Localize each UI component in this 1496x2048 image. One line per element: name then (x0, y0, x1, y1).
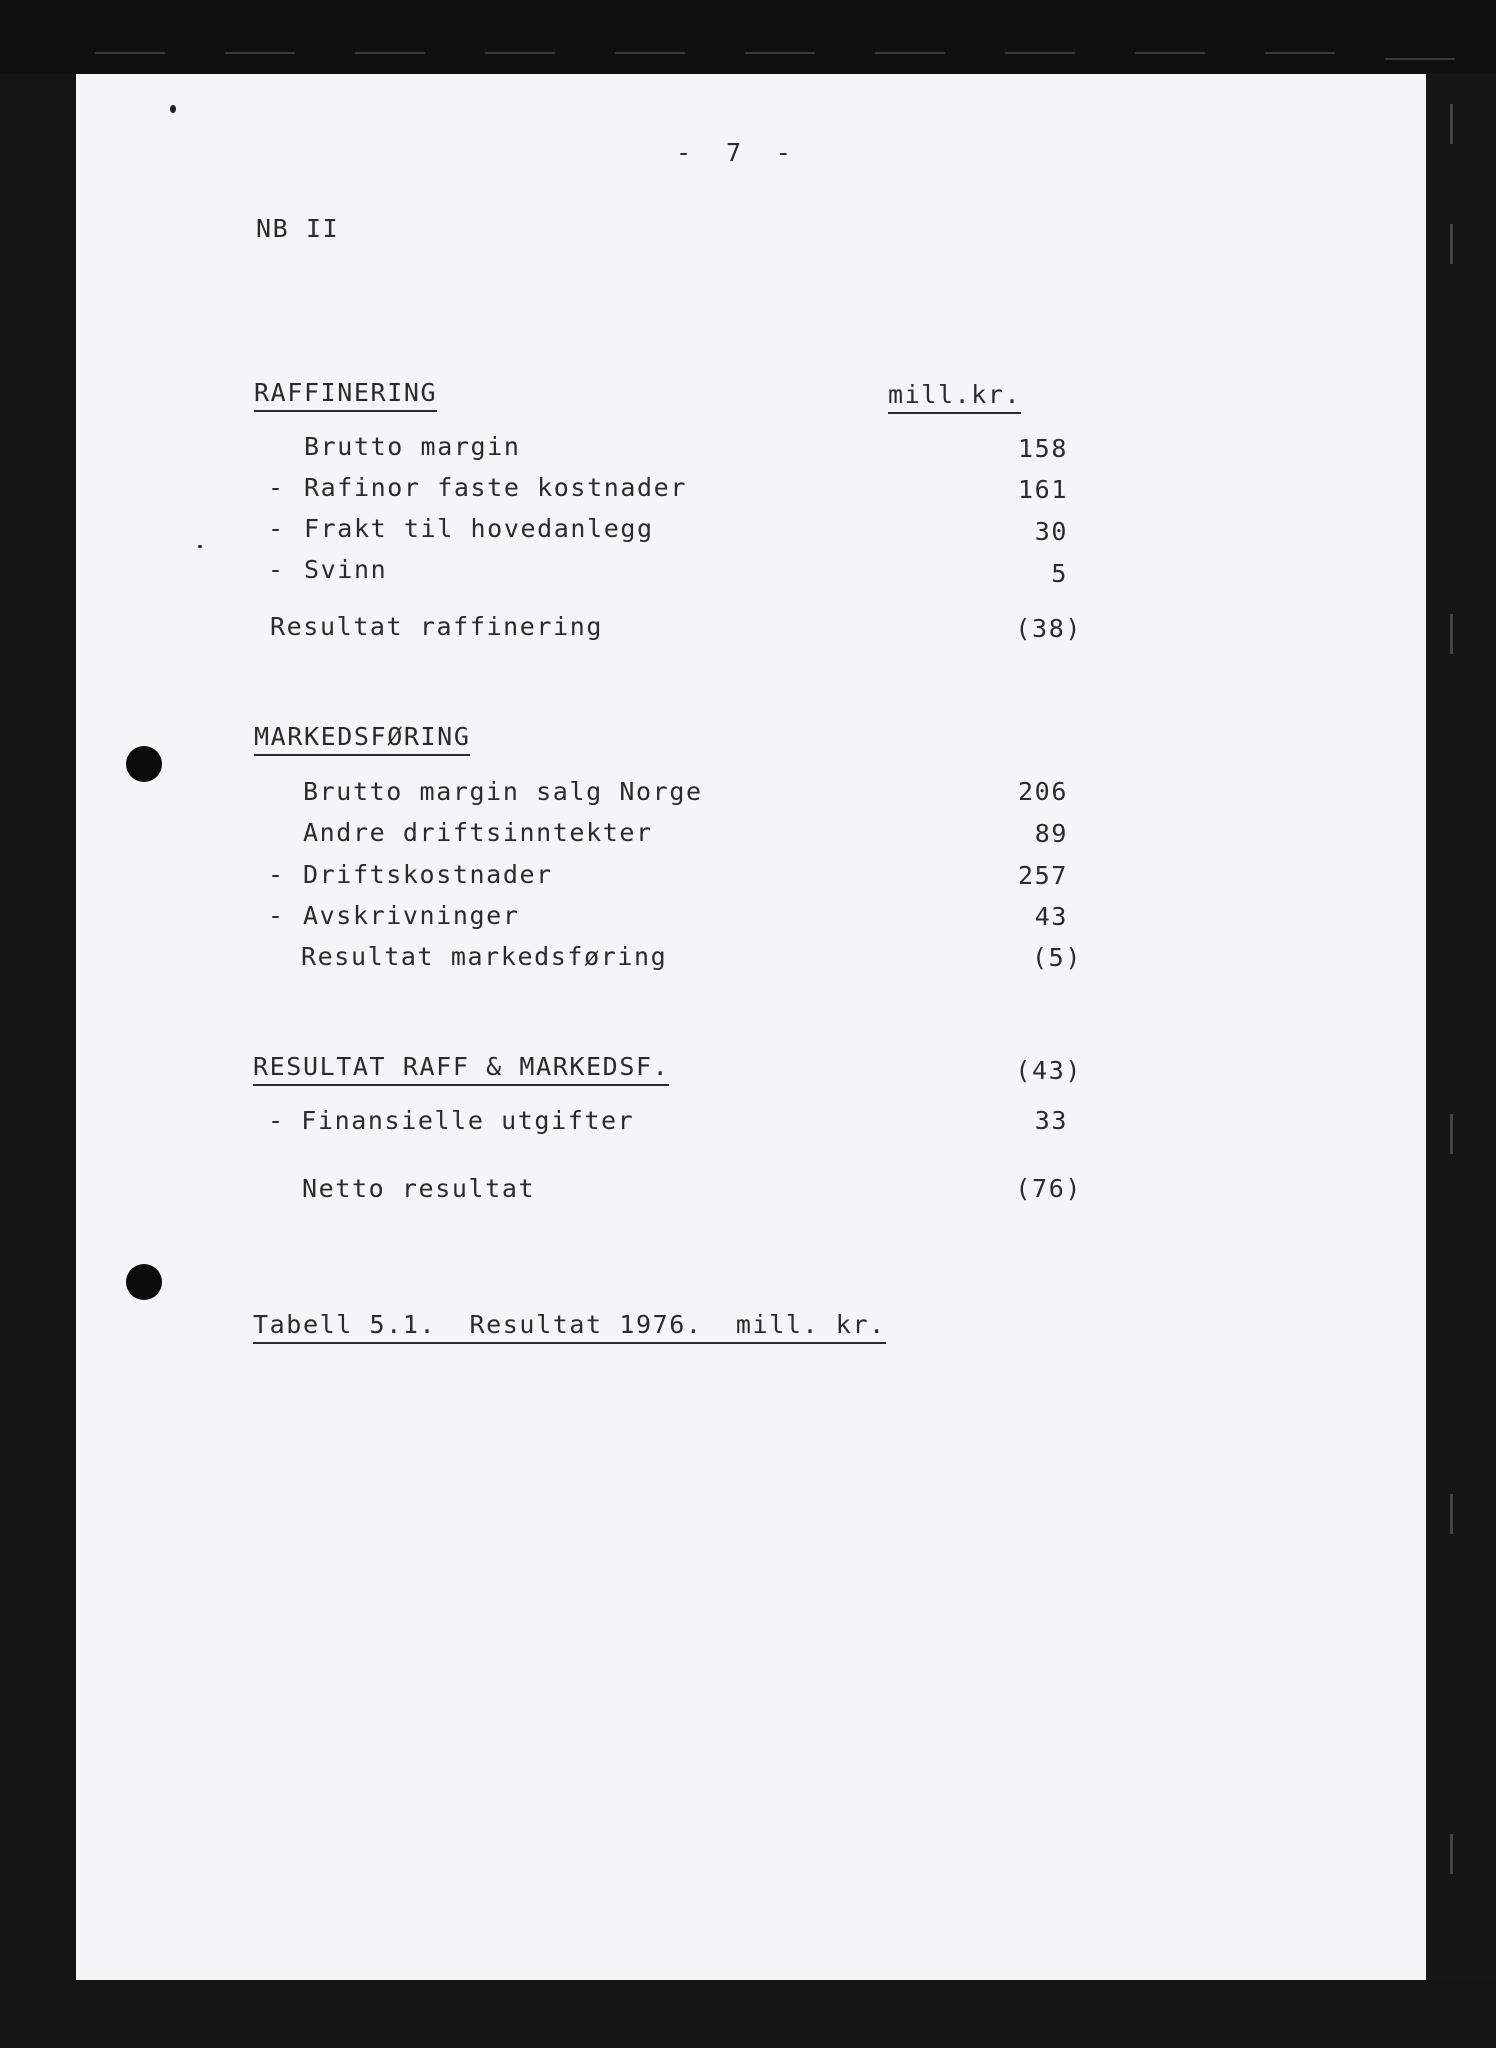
section-heading-combined: RESULTAT RAFF & MARKEDSF. (253, 1052, 669, 1086)
row-prefix: - (268, 555, 302, 584)
ink-speck (170, 105, 176, 113)
scan-mark (1135, 52, 1205, 54)
section-heading-raffinering: RAFFINERING (254, 378, 437, 412)
scan-mark (225, 52, 295, 54)
scan-mark (1265, 52, 1335, 54)
scan-mark (745, 52, 815, 54)
finance-value: 33 (1034, 1106, 1068, 1135)
table-caption: Tabell 5.1. Resultat 1976. mill. kr. (253, 1310, 886, 1344)
row-label: Frakt til hovedanlegg (304, 514, 654, 543)
scan-border-right (1426, 74, 1496, 1980)
result-label: Resultat raffinering (270, 612, 604, 641)
row-prefix: - (268, 901, 302, 930)
edge-tick (1450, 1494, 1453, 1534)
edge-tick (1450, 1834, 1453, 1874)
punch-hole (126, 746, 162, 782)
row-value: 161 (1018, 475, 1068, 504)
document-page (76, 74, 1426, 1980)
scan-border-top (0, 0, 1496, 74)
row-value: 5 (1051, 559, 1068, 588)
row-label: Brutto margin (304, 432, 521, 461)
combined-value: (43) (1015, 1056, 1082, 1085)
result-value: (5) (1032, 943, 1082, 972)
row-label: Brutto margin salg Norge (303, 777, 703, 806)
ink-speck (198, 545, 202, 548)
net-value: (76) (1015, 1174, 1082, 1203)
scan-mark (615, 52, 685, 54)
row-label: Svinn (304, 555, 388, 584)
scan-mark (875, 52, 945, 54)
row-value: 206 (1018, 777, 1068, 806)
row-prefix (268, 777, 301, 807)
row-value: 158 (1018, 434, 1068, 463)
row-value: 30 (1034, 517, 1068, 546)
scan-mark (1385, 58, 1455, 60)
edge-tick (1450, 1114, 1453, 1154)
unit-header: mill.kr. (888, 380, 1021, 414)
edge-tick (1450, 614, 1453, 654)
finance-label: - Finansielle utgifter (268, 1106, 635, 1135)
row-label: Andre driftsinntekter (303, 818, 653, 847)
page-number: - 7 - (676, 138, 793, 167)
row-value: 89 (1034, 819, 1068, 848)
scan-mark (355, 52, 425, 54)
scan-mark (485, 52, 555, 54)
row-label: Rafinor faste kostnader (304, 473, 687, 502)
row-prefix: - (268, 514, 302, 543)
row-label: Driftskostnader (303, 860, 553, 889)
edge-tick (1450, 224, 1453, 264)
row-value: 257 (1018, 861, 1068, 890)
edge-tick (1450, 104, 1453, 144)
net-label: Netto resultat (302, 1174, 536, 1203)
row-prefix (268, 432, 301, 462)
row-prefix: - (268, 860, 302, 889)
row-prefix: - (268, 473, 302, 502)
row-label: Avskrivninger (303, 901, 520, 930)
doc-ref: NB II (256, 214, 340, 243)
row-value: 43 (1034, 902, 1068, 931)
section-heading-markedsforing: MARKEDSFØRING (254, 722, 470, 756)
row-prefix (268, 818, 301, 848)
result-label: Resultat markedsføring (301, 942, 668, 971)
result-value: (38) (1015, 614, 1082, 643)
scan-mark (95, 52, 165, 54)
punch-hole (126, 1264, 162, 1300)
scan-mark (1005, 52, 1075, 54)
